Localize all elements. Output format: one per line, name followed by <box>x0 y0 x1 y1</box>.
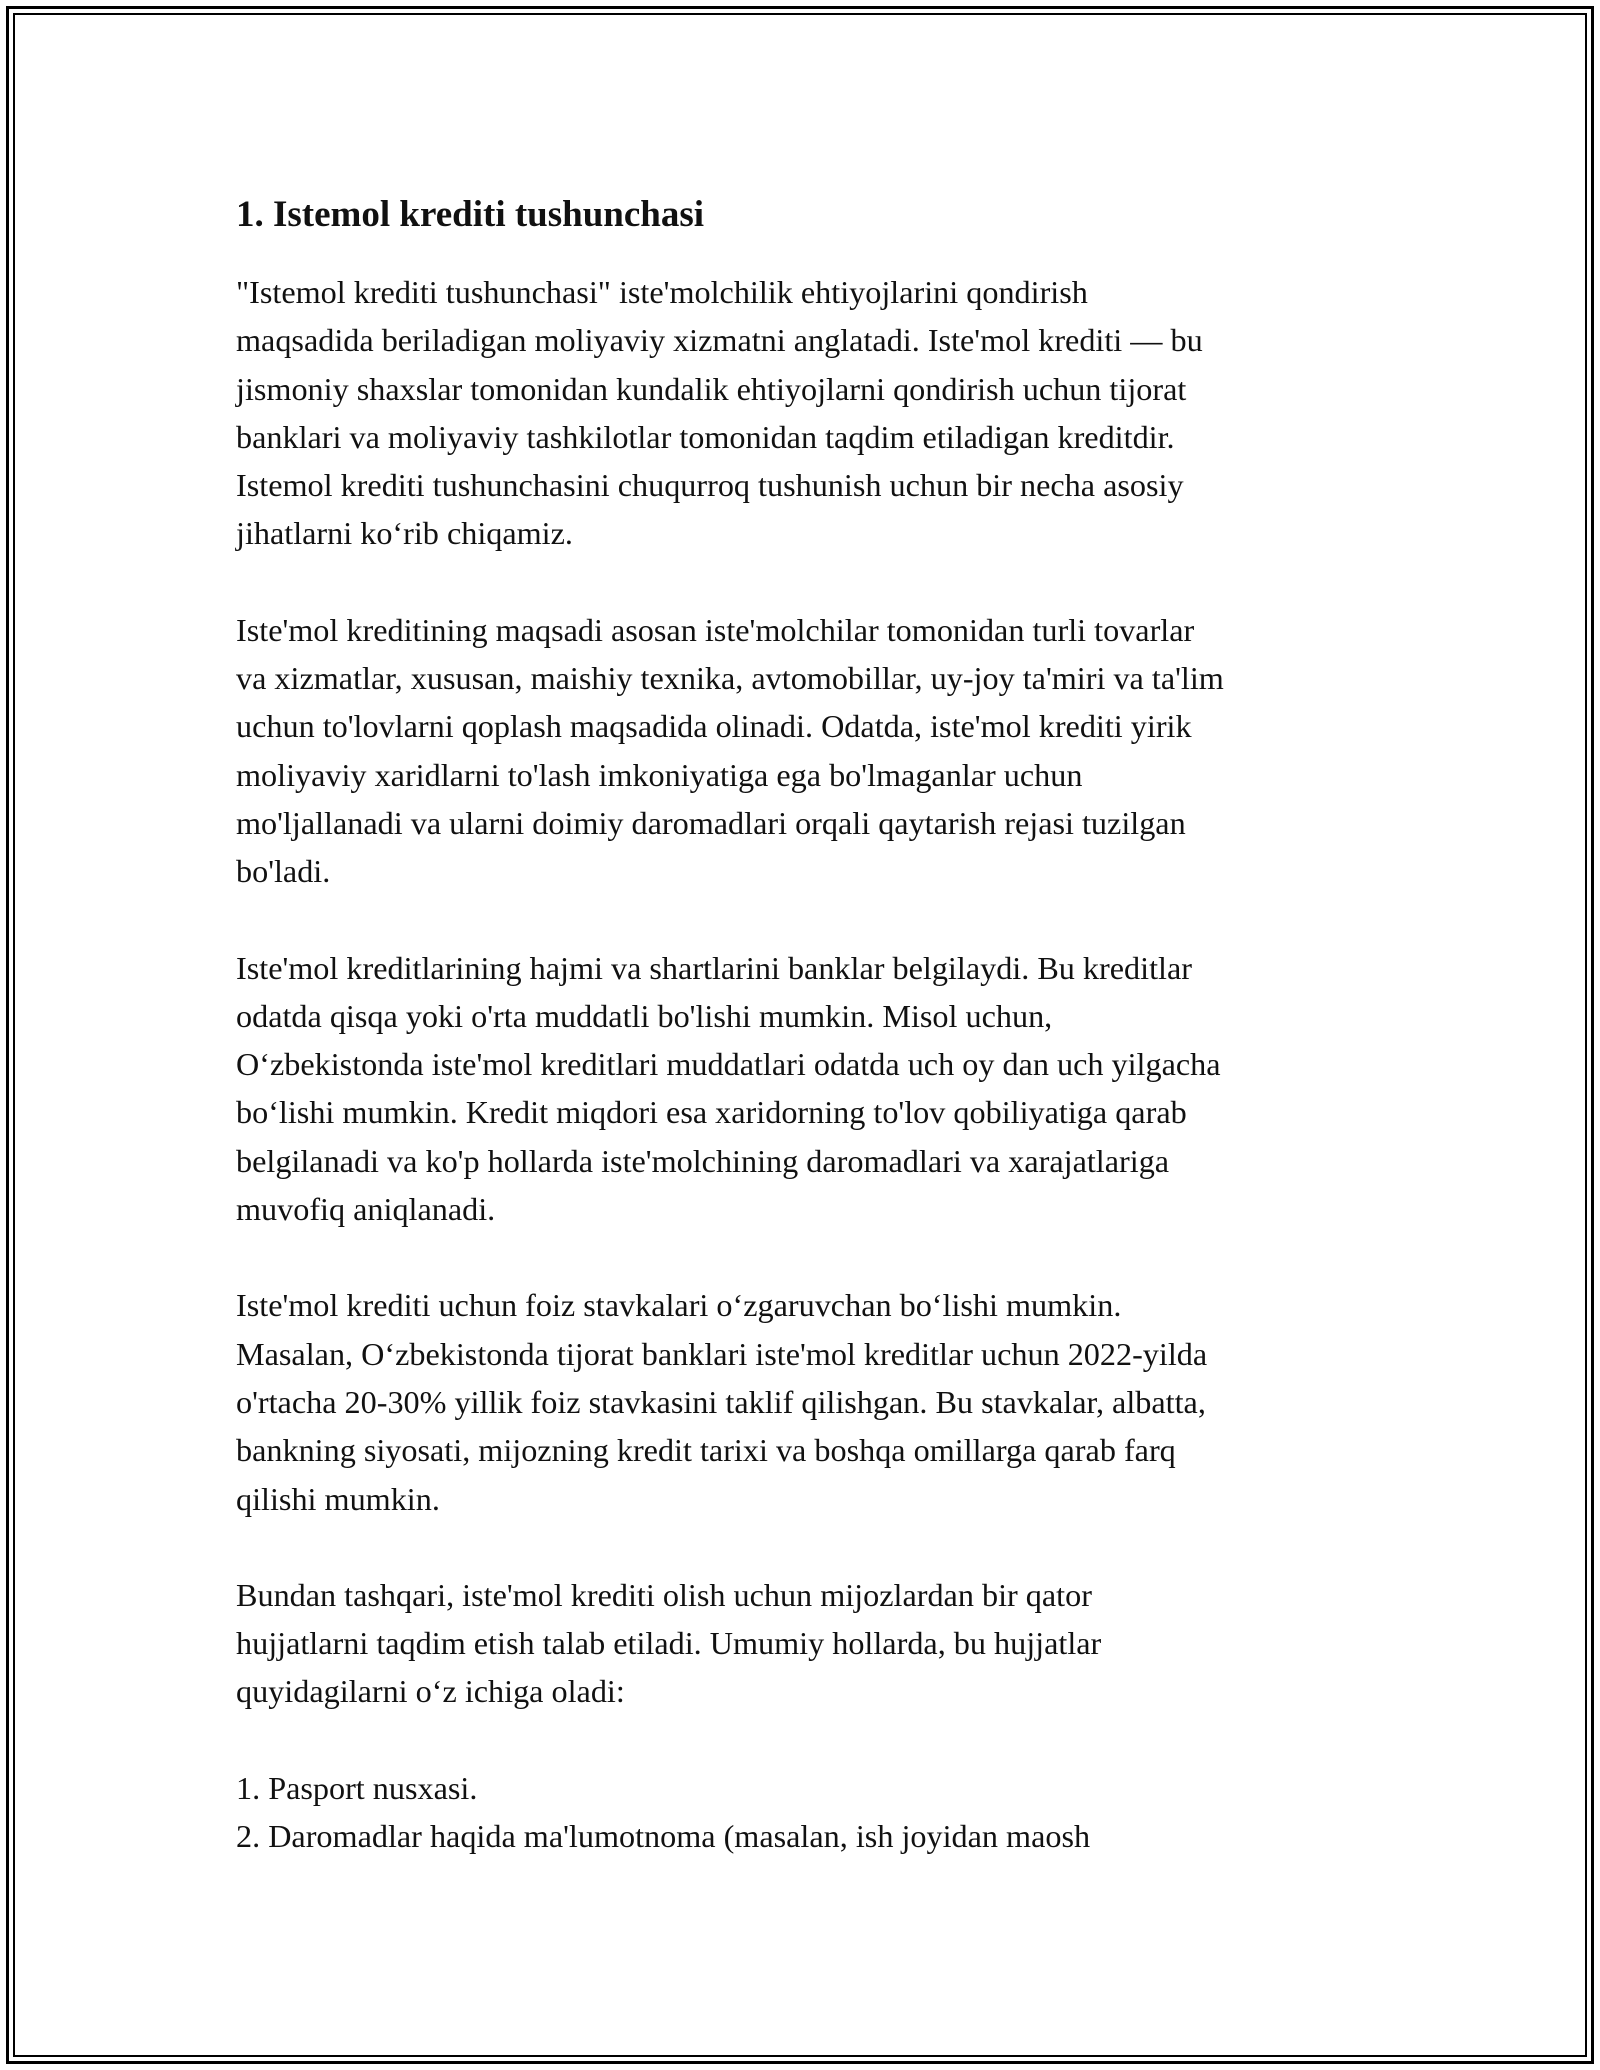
text-line: Oʻzbekistonda iste'mol kreditlari muddatlari odatda uch oy dan uch yilgacha <box>236 1046 1221 1083</box>
text-line: odatda qisqa yoki o'rta muddatli bo'lishi mumkin. Misol uchun, <box>236 997 1053 1034</box>
text-line: moliyaviy xaridlarni to'lash imkoniyatiga ega bo'lmaganlar uchun <box>236 756 1083 793</box>
document-page <box>236 188 1386 1860</box>
text-line: Iste'mol krediti uchun foiz stavkalari oʻzgaruvchan boʻlishi mumkin. <box>236 1287 1122 1324</box>
text-line: muvofiq aniqlanadi. <box>236 1191 496 1228</box>
text-line: boʻlishi mumkin. Kredit miqdori esa xaridorning to'lov qobiliyatiga qarab <box>236 1094 1187 1131</box>
text-line: qilishi mumkin. <box>236 1480 440 1517</box>
text-line: mo'ljallanadi va ularni doimiy daromadlari orqali qaytarish rejasi tuzilgan <box>236 804 1186 841</box>
document-list <box>236 1764 1386 1861</box>
paragraph-documents <box>236 1571 1386 1716</box>
text-line: jismoniy shaxslar tomonidan kundalik ehtiyojlarni qondirish uchun tijorat <box>236 370 1187 407</box>
text-line: quyidagilarni oʻz ichiga oladi: <box>236 1673 625 1710</box>
text-line: hujjatlarni taqdim etish talab etiladi. Umumiy hollarda, bu hujjatlar <box>236 1625 1102 1662</box>
text-line: jihatlarni koʻrib chiqamiz. <box>236 515 573 552</box>
list-item: 2. Daromadlar haqida ma'lumotnoma (masalan, ish joyidan maosh <box>236 1818 1091 1855</box>
paragraph-definition <box>236 268 1386 558</box>
text-line: va xizmatlar, xususan, maishiy texnika, avtomobillar, uy-joy ta'miri va ta'lim <box>236 660 1224 697</box>
text-line: Istemol krediti tushunchasini chuqurroq tushunish uchun bir necha asosiy <box>236 467 1184 504</box>
text-line: bankning siyosati, mijozning kredit tarixi va boshqa omillarga qarab farq <box>236 1432 1176 1469</box>
text-line: banklari va moliyaviy tashkilotlar tomonidan taqdim etiladigan kreditdir. <box>236 418 1175 455</box>
text-line: bo'ladi. <box>236 853 331 890</box>
text-line: "Istemol krediti tushunchasi" iste'molchilik ehtiyojlarini qondirish <box>236 274 1088 310</box>
text-line: belgilanadi va ko'p hollarda iste'molchining daromadlari va xarajatlariga <box>236 1142 1170 1179</box>
list-item: 1. Pasport nusxasi. <box>236 1769 478 1806</box>
text-line: uchun to'lovlarni qoplash maqsadida olinadi. Odatda, iste'mol krediti yirik <box>236 708 1192 745</box>
paragraph-interest-rates <box>236 1281 1386 1522</box>
paragraph-terms <box>236 944 1386 1234</box>
text-line: maqsadida beriladigan moliyaviy xizmatni anglatadi. Iste'mol krediti — bu <box>236 322 1203 359</box>
text-line: Iste'mol kreditlarining hajmi va shartlarini banklar belgilaydi. Bu kreditlar <box>236 949 1192 986</box>
paragraph-purpose <box>236 606 1386 896</box>
text-line: o'rtacha 20-30% yillik foiz stavkasini taklif qilishgan. Bu stavkalar, albatta, <box>236 1383 1206 1420</box>
text-line: Masalan, Oʻzbekistonda tijorat banklari iste'mol kreditlar uchun 2022-yilda <box>236 1335 1208 1372</box>
text-line: Iste'mol kreditining maqsadi asosan iste'molchilar tomonidan turli tovarlar <box>236 611 1195 648</box>
text-line: Bundan tashqari, iste'mol krediti olish uchun mijozlardan bir qator <box>236 1576 1092 1613</box>
section-heading: 1. Istemol krediti tushunchasi <box>236 194 705 235</box>
